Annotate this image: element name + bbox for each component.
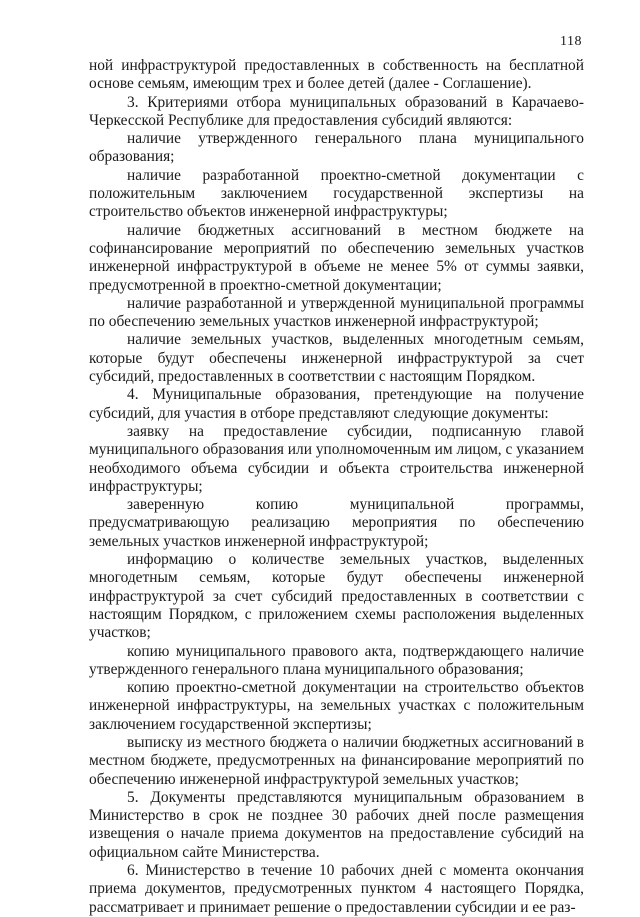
paragraph-document-application: заявку на предоставление субсидии, подписанную главой муниципального образования или уполномоченным им лицом, с указанием необходимого объема субсидии и объекта строительства инженерной инфраструктуры; bbox=[89, 422, 584, 495]
paragraph-item-4: 4. Муниципальные образования, претендующие на получение субсидий, для участия в отборе представляют следующие документы: bbox=[89, 386, 584, 422]
paragraph-document-land-info: информацию о количестве земельных участков, выделенных многодетным семьям, которые будут обеспечены инженерной инфраструктурой за счет субсидий предоставленных в соответствии с настоящим Порядком, с приложением схемы расположения выделенных участков; bbox=[89, 551, 584, 642]
paragraph-criterion-design-documentation: наличие разработанной проектно-сметной документации с положительным заключением государственной экспертизы на строительство объектов инженерной инфраструктуры; bbox=[89, 166, 584, 221]
paragraph-criterion-general-plan: наличие утвержденного генерального плана муниципального образования; bbox=[89, 130, 584, 166]
paragraph-document-program-copy: заверенную копию муниципальной программы, предусматривающую реализацию мероприятия по обеспечению земельных участков инженерной инфраструктурой; bbox=[89, 496, 584, 550]
paragraph-document-design-copy: копию проектно-сметной документации на строительство объектов инженерной инфраструктуры, на земельных участках с положительным заключением государственной экспертизы; bbox=[89, 679, 584, 733]
paragraph-document-budget-extract: выписку из местного бюджета о наличии бюджетных ассигнований в местном бюджете, предусмотренных на финансирование мероприятий по обеспечению инженерной инфраструктурой земельных участков; bbox=[89, 733, 584, 788]
paragraph-item-5: 5. Документы представляются муниципальным образованием в Министерство в срок не позднее 30 рабочих дней после размещения извещения о начале приема документов на предоставление субсидий на официальном сайте Министерства. bbox=[89, 788, 584, 861]
paragraph-criterion-municipal-program: наличие разработанной и утвержденной муниципальной программы по обеспечению земельных участков инженерной инфраструктурой; bbox=[89, 294, 584, 331]
paragraph-continuation: ной инфраструктурой предоставленных в собственность на бесплатной основе семьям, имеющим трех и более детей (далее - Соглашение). bbox=[89, 57, 584, 93]
paragraph-criterion-land-plots: наличие земельных участков, выделенных многодетным семьям, которые будут обеспечены инженерной инфраструктурой за счет субсидий, предоставленных в соответствии с настоящим Порядком. bbox=[89, 331, 584, 386]
paragraph-criterion-budget-allocations: наличие бюджетных ассигнований в местном бюджете на софинансирование мероприятий по обеспечению земельных участков инженерной инфраструктурой в объеме не менее 5% от суммы заявки, предусмотренной в проектно-сметной документации; bbox=[89, 221, 584, 294]
paragraph-item-3: 3. Критериями отбора муниципальных образований в Карачаево-Черкесской Республике для предоставления субсидий являются: bbox=[89, 93, 584, 129]
page-number: 118 bbox=[560, 34, 582, 49]
paragraph-item-6: 6. Министерство в течение 10 рабочих дней с момента окончания приема документов, предусмотренных пунктом 4 настоящего Порядка, рассматривает и принимает решение о предоставлении субсидии и ее раз- bbox=[89, 862, 584, 916]
paragraph-document-legal-act: копию муниципального правового акта, подтверждающего наличие утвержденного генерального плана муниципального образования; bbox=[89, 642, 584, 678]
document-body bbox=[89, 57, 584, 917]
